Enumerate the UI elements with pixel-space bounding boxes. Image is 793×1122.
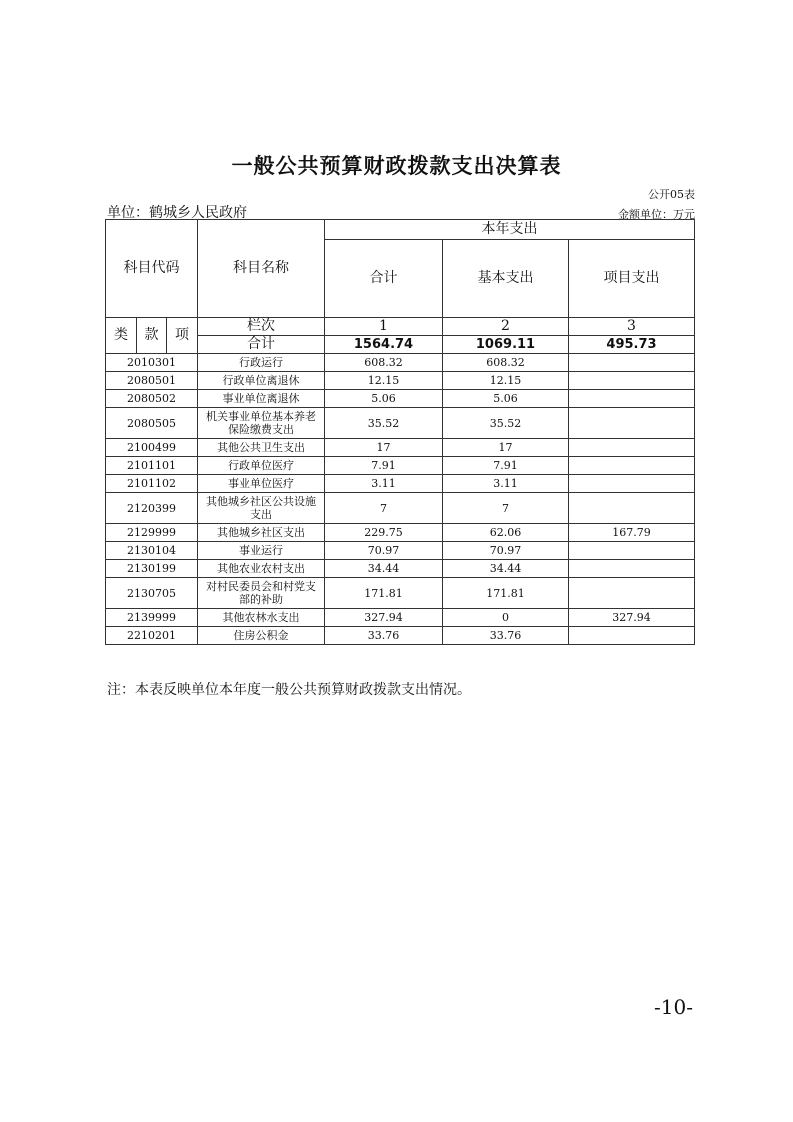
row-project [569,354,695,372]
row-project: 167.79 [569,524,695,542]
form-code: 公开05表 [648,188,695,201]
table-row [106,457,695,475]
table-row [106,372,695,390]
row-basic: 7 [443,493,569,524]
row-code: 2101101 [106,457,198,475]
row-project [569,457,695,475]
row-total: 608.32 [325,354,443,372]
row-code: 2080505 [106,408,198,439]
header-column-order: 栏次 [198,318,325,336]
table-row [106,578,695,609]
row-total: 3.11 [325,475,443,493]
row-name: 事业运行 [198,542,325,560]
table-row [106,475,695,493]
row-name: 事业单位医疗 [198,475,325,493]
amount-unit-label: 金额单位：万元 [618,208,695,221]
row-code: 2080501 [106,372,198,390]
row-basic: 62.06 [443,524,569,542]
row-code: 2210201 [106,627,198,645]
header-project-expenditure: 项目支出 [569,240,695,318]
table-row [106,609,695,627]
expenditure-table [105,219,695,645]
table-row [106,354,695,372]
row-code: 2120399 [106,493,198,524]
row-basic: 0 [443,609,569,627]
row-name: 其他城乡社区公共设施支出 [198,493,325,524]
row-name: 其他农业农村支出 [198,560,325,578]
row-basic: 171.81 [443,578,569,609]
row-code: 2130104 [106,542,198,560]
row-code: 2130199 [106,560,198,578]
row-total: 17 [325,439,443,457]
row-project [569,578,695,609]
table-row [106,627,695,645]
totals-label: 合计 [198,336,325,354]
row-total: 7 [325,493,443,524]
row-basic: 7.91 [443,457,569,475]
row-project: 327.94 [569,609,695,627]
row-basic: 35.52 [443,408,569,439]
totals-total: 1564.74 [325,336,443,354]
row-project [569,560,695,578]
row-project [569,390,695,408]
row-basic: 12.15 [443,372,569,390]
row-project [569,372,695,390]
row-basic: 34.44 [443,560,569,578]
table-row [106,439,695,457]
row-name: 住房公积金 [198,627,325,645]
totals-basic: 1069.11 [443,336,569,354]
header-col3: 3 [569,318,695,336]
header-col1: 1 [325,318,443,336]
row-code: 2100499 [106,439,198,457]
row-name: 行政运行 [198,354,325,372]
table-row [106,542,695,560]
totals-project: 495.73 [569,336,695,354]
footnote: 注：本表反映单位本年度一般公共预算财政拨款支出情况。 [107,682,471,698]
row-name: 对村民委员会和村党支部的补助 [198,578,325,609]
unit-label: 单位：鹤城乡人民政府 [107,205,247,221]
row-project [569,475,695,493]
header-total: 合计 [325,240,443,318]
row-total: 34.44 [325,560,443,578]
row-code: 2080502 [106,390,198,408]
row-total: 70.97 [325,542,443,560]
table-row [106,493,695,524]
table-row [106,408,695,439]
page-number: -10- [654,995,693,1019]
row-name: 事业单位离退休 [198,390,325,408]
row-project [569,493,695,524]
page-title: 一般公共预算财政拨款支出决算表 [231,154,562,178]
row-name: 行政单位医疗 [198,457,325,475]
header-section: 款 [137,318,167,354]
row-project [569,542,695,560]
row-name: 机关事业单位基本养老保险缴费支出 [198,408,325,439]
row-total: 7.91 [325,457,443,475]
header-subject-code: 科目代码 [106,220,198,318]
row-total: 33.76 [325,627,443,645]
row-basic: 608.32 [443,354,569,372]
row-basic: 70.97 [443,542,569,560]
row-total: 229.75 [325,524,443,542]
row-code: 2130705 [106,578,198,609]
row-name: 其他城乡社区支出 [198,524,325,542]
row-code: 2010301 [106,354,198,372]
row-name: 其他公共卫生支出 [198,439,325,457]
header-item: 项 [167,318,198,354]
row-basic: 5.06 [443,390,569,408]
row-total: 35.52 [325,408,443,439]
row-name: 其他农林水支出 [198,609,325,627]
row-total: 5.06 [325,390,443,408]
row-total: 12.15 [325,372,443,390]
header-subject-name: 科目名称 [198,220,325,318]
row-project [569,439,695,457]
row-project [569,408,695,439]
header-col2: 2 [443,318,569,336]
table-row [106,524,695,542]
row-basic: 3.11 [443,475,569,493]
header-basic-expenditure: 基本支出 [443,240,569,318]
row-code: 2129999 [106,524,198,542]
row-basic: 17 [443,439,569,457]
header-current-year-expenditure: 本年支出 [325,220,695,240]
table-row [106,560,695,578]
row-project [569,627,695,645]
row-name: 行政单位离退休 [198,372,325,390]
row-code: 2139999 [106,609,198,627]
row-total: 327.94 [325,609,443,627]
table-row [106,390,695,408]
row-code: 2101102 [106,475,198,493]
row-total: 171.81 [325,578,443,609]
header-category: 类 [106,318,137,354]
row-basic: 33.76 [443,627,569,645]
